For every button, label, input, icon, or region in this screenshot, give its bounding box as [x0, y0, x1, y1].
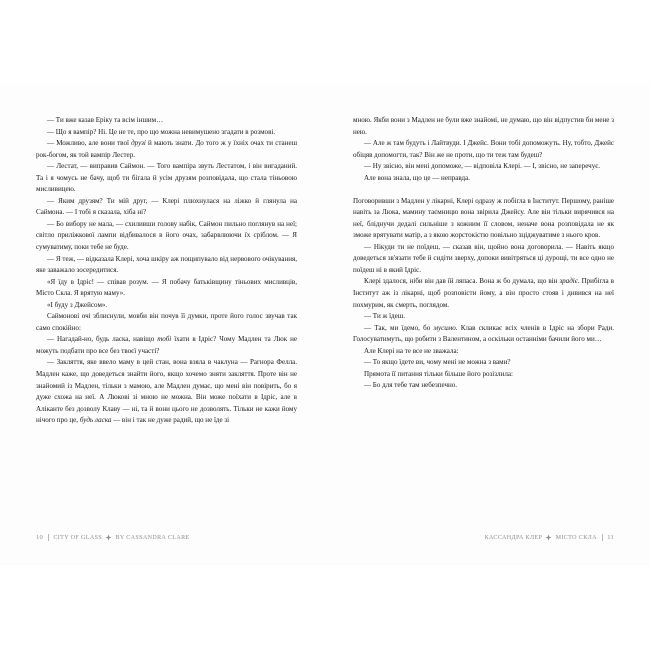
emphasis-text: мусимо [433, 323, 456, 332]
emphasis-text: тобі [157, 335, 172, 344]
body-text: . Клав скликає всіх членів в Ідріс на збори Ради. Голосуватимуть, що робити з Валентином, а оскільки останніми бачили його ми… [353, 323, 614, 344]
right-paragraph [353, 173, 614, 185]
left-paragraph [36, 300, 297, 312]
body-text: «Я їду в Ідріс! — співав розум. — Я побачу батьківщину тіньових мисливців, Місто Скла. Я врятую маму». [36, 277, 297, 298]
body-text: — Але ж там будуть і Лайтвуди. І Джейс. Вони тобі допоможуть. Ну, тобто, Джейс обіцяв допомогти, так? Він же не проти, що ти теж там будеш? [353, 139, 614, 159]
left-paragraph [36, 311, 297, 334]
body-text: їхати в Ідріс? Чому Мадлен та Люк не можуть подбати про все без твоєї участі? [36, 335, 298, 355]
body-text: — Ти вже казав Еріку та всім іншим… [47, 116, 164, 124]
body-text: . Прибігла в Інститут аж із лікарні, щоб розповісти йому, а він просто стояв і дивився на неї похмурим, як смерть, поглядом. [353, 277, 615, 309]
left-paragraph [36, 277, 297, 300]
left-paragraph [36, 127, 297, 139]
right-paragraph [353, 138, 614, 161]
body-text: — Можливо, але вони твої [47, 139, 132, 148]
body-text: «І буду з Джейсом». [47, 300, 108, 309]
page-right [325, 83, 650, 565]
left-paragraph [36, 254, 297, 277]
right-paragraph [353, 196, 614, 242]
body-text: — Яким друзям? Ти мій друг, — Клері плюхнулася на ліжко й глянула на Саймона. — І тобі я сказала, хіба ні? [36, 196, 297, 217]
right-paragraph [353, 323, 614, 346]
footer-left [36, 534, 190, 541]
body-text: — Ти ж їдеш. [364, 312, 405, 321]
footer-right [485, 534, 614, 541]
body-text: — Ну звісно, він мені допоможе, — відповіла Клері. — І, звісно, не заперечує. [364, 162, 601, 171]
footer-book-title-left: CITY OF GLASS [53, 534, 103, 541]
footer-author-right: КАССАНДРА КЛЕР [484, 534, 543, 541]
right-paragraph [353, 115, 614, 138]
right-paragraph [353, 380, 614, 392]
left-paragraph [36, 219, 297, 254]
left-paragraph [36, 334, 297, 357]
right-paragraph [353, 242, 614, 277]
left-paragraph [36, 196, 297, 219]
body-text: — Нагадай-но, будь ласка, навіщо [47, 335, 158, 344]
emphasis-text: будь ласка [79, 416, 112, 425]
body-text: — Так, ми їдемо, бо [364, 323, 434, 332]
right-paragraph [353, 311, 614, 323]
body-text: й мають знати. До того ж у їхніх очах ти станеш рок-богом, як той вампір Лестер. [36, 139, 297, 159]
body-text: — Я теж, — відказала Клері, хоча шкіру аж пощипувало від нервового очікування, яке заважало зосередитися. [36, 254, 297, 275]
body-text: Саймонові очі зблиснули, мовби він почув її думки, проте його голос звучав так само спокійно: [36, 312, 297, 332]
right-paragraph [353, 161, 614, 173]
body-text: — він і так не дуже радий, що не їде зі [111, 416, 230, 425]
page-number-right: 11 [607, 534, 614, 541]
emphasis-text: зрадіє [559, 277, 578, 286]
body-text: Клері здалося, ніби він дав їй ляпаса. Вона ж бо думала, що він [364, 277, 560, 286]
right-paragraph [353, 276, 614, 311]
body-text: Поговоривши з Мадлен у лікарні, Клері одразу ж побігла в Інститут. Першому, раніше навіть за Люка, мамину таємницю вона звірила Джейсу. Але він тільки вирячився на неї, бліднучи дедалі сильніше з кожним її словом, неначе вона розповідала не як зможе врятувати матір, а з якою жорстокістю повільно зціджуватиме з нього кров. [353, 196, 614, 240]
emphasis-text: друзі [131, 139, 146, 148]
left-paragraph [36, 138, 297, 161]
body-text: — Нікуди ти не поїдеш, — сказав він, щойно вона договорила. — Навіть якщо доведеться зв'язати тебе й сидіти зверху, допоки вивітряться ці дурощі, ти все одно не поїдеш ні в який Ідріс. [353, 242, 614, 274]
body-text: Але вона знала, що це — неправда. [364, 173, 470, 182]
footer-divider-right [602, 534, 603, 541]
book-spread [0, 83, 650, 565]
right-paragraph [353, 369, 614, 381]
body-text: — Лестат, — виправив Саймон. — Того вампіра звуть Лестатом, і він вигаданий. Та і я чомусь не бачу, щоб ти бігала й усім друзям розповідала, що стала тіньовою мисливицею. [36, 162, 297, 194]
body-text: Прямота її питання тільки більше його розізлила: [364, 369, 513, 378]
body-text: — Що я вампір? Ні. Це не те, про що можна невимушено згадати в розмові. [47, 127, 276, 136]
body-text: — Бо для тебе там небезпечно. [364, 381, 458, 390]
fleuron-diamond-icon [545, 534, 552, 541]
footer-divider-left [48, 534, 49, 541]
page-number-left: 10 [36, 534, 43, 541]
body-text: — Бо вибору не мала, — схиливши голову набік, Саймон пильно поглянув на неї; світло приліжкової лампи відбивалося в його очах, забарвлюючи їх сріблом. — Я сумуватиму, поки тебе не буде. [36, 219, 297, 252]
fleuron-diamond-icon [105, 534, 112, 541]
footer-byline-left: BY CASSANDRA CLARE [115, 534, 190, 541]
page-left [0, 83, 325, 565]
right-page-textblock [353, 115, 614, 392]
left-paragraph [36, 115, 297, 127]
body-text: — То якщо їдете ви, чому мені не можна з вами? [364, 358, 511, 367]
right-paragraph [353, 346, 614, 358]
footer-book-title-right: МІСТО СКЛА [555, 534, 597, 541]
left-paragraph [36, 357, 297, 426]
body-text: Але Клері на те все не зважала: [364, 346, 459, 355]
left-page-textblock [36, 115, 297, 427]
body-text: — Закляття, яке ввело маму в цей стан, вона взяла в чаклуна — Рагнора Фелла. Мадлен каже, що доведеться знайти його, якщо хочемо зняти закляття. Проте він не знайомий із Мадлен, тільки з мамою, але Мадлен думає, що мені він повірить, бо я дуже схожа на неї. А Люкові зі мною не можна. Він може поїхати в Ідріс, але в Аліканте без дозволу Клаву — ні, та й вони цього не дозволять. Тільки не кажи йому нічого про це, [36, 358, 297, 425]
right-paragraph [353, 357, 614, 369]
left-paragraph [36, 161, 297, 196]
body-text: мною. Якби вони з Мадлен не були вже знайомі, не думаю, що він відпустив би мене з нею. [353, 116, 614, 136]
